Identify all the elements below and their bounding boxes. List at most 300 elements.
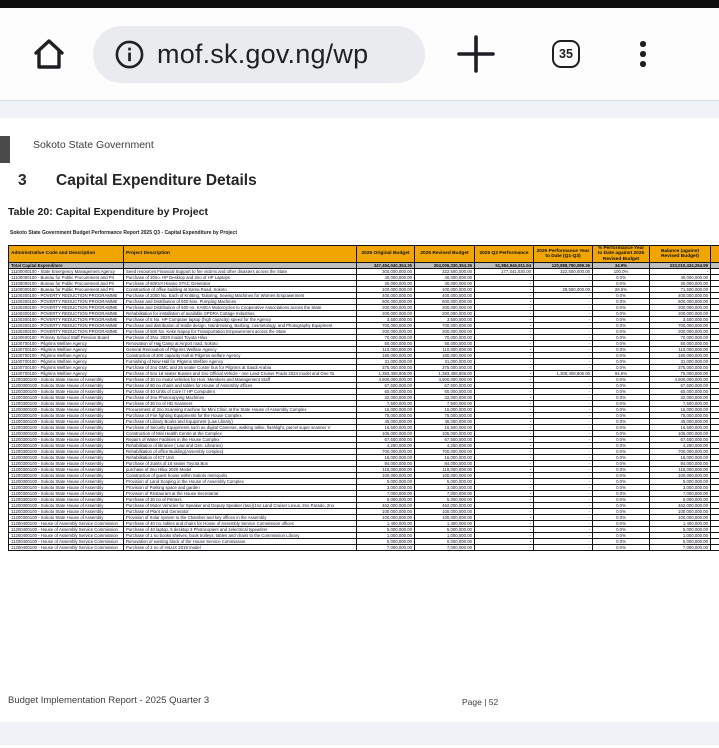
column-header: % Performance Year to Date against 2025 Revised Budget xyxy=(593,246,650,263)
cell: 11200300100 - Sokoto State House of Assembly xyxy=(9,389,124,395)
cell: - xyxy=(534,317,593,323)
cell: - xyxy=(534,437,593,443)
cell: 7,000,000.00 xyxy=(650,491,711,497)
cell: 5,000,000.00 xyxy=(415,527,475,533)
home-icon xyxy=(28,33,70,75)
tab-count-badge: 35 xyxy=(552,40,580,68)
cell: 67,500,000.00 xyxy=(415,383,475,389)
cell: 0.0% xyxy=(593,515,650,521)
cell: 11100700100 - Pilgrims Welfare Agency xyxy=(9,347,124,353)
cell: - xyxy=(534,389,593,395)
cell: 0.0% xyxy=(593,365,650,371)
cell: 5,000,000.00 xyxy=(415,539,475,545)
cell: 375,000,000.00 xyxy=(415,365,475,371)
cell: 400,000,000.00 xyxy=(650,293,711,299)
cell: - xyxy=(534,527,593,533)
cell: 11100700100 - Pilgrims Welfare Agency xyxy=(9,341,124,347)
cell: 28,500,000.00 xyxy=(534,287,593,293)
cell: - xyxy=(534,329,593,335)
page-number: Page | 52 xyxy=(462,697,499,707)
cell: 100,000,000.00 xyxy=(415,515,475,521)
cell: 15,000,000.00 xyxy=(650,407,711,413)
cell: - xyxy=(534,545,593,551)
cell: Purchase of 2no Photocopying Machines xyxy=(124,395,357,401)
cell: - xyxy=(475,473,534,479)
cell: 30,000,000.00 xyxy=(415,281,475,287)
cell: 0.0% xyxy=(593,521,650,527)
cell: 11200300100 - Sokoto State House of Assembly xyxy=(9,497,124,503)
cell: Purchase of Plant and Generator xyxy=(124,509,357,515)
cell: Rehabilitation of ICT Unit xyxy=(124,455,357,461)
cell: 16,500,000.00 xyxy=(357,425,415,431)
cell: 84,000,000.00 xyxy=(357,461,415,467)
cell: 304,006,330,354.35 xyxy=(415,263,475,269)
cell: 0.0% xyxy=(593,497,650,503)
cell: - xyxy=(534,395,593,401)
cell: 200,000,000.00 xyxy=(650,329,711,335)
kebab-menu-icon xyxy=(640,41,646,47)
cell: - xyxy=(534,299,593,305)
cell: 0.0% xyxy=(593,389,650,395)
column-header: 2025 Original Budget xyxy=(357,246,415,263)
pdf-page xyxy=(0,118,719,722)
cell: 180,000,000.00 xyxy=(415,353,475,359)
cell: 0.0% xyxy=(593,329,650,335)
column-header: 2025 Revised Budget xyxy=(415,246,475,263)
table-subtitle: Sokoto State Government Budget Performance Report 2025 Q3 - Capital Expenditure by Project xyxy=(10,230,237,236)
cell: 0.0% xyxy=(593,413,650,419)
cell: 0.0% xyxy=(593,485,650,491)
plus-icon xyxy=(454,32,498,76)
cell: 4,250,000.00 xyxy=(357,443,415,449)
cell: 0.0% xyxy=(593,539,650,545)
cell: Purchase of 20no. HP Desktop and 2no of HP Laptops xyxy=(124,275,357,281)
cell: Rehabilitation of office Building(Assembly complex) xyxy=(124,449,357,455)
cell: 50,000,000.00 xyxy=(415,341,475,347)
cell: 0.0% xyxy=(593,353,650,359)
cell: 75,000,000.00 xyxy=(415,413,475,419)
table-body xyxy=(9,263,719,551)
cell: 375,000,000.00 xyxy=(650,365,711,371)
cell: 400,000,000.00 xyxy=(415,293,475,299)
cell: - xyxy=(534,425,593,431)
cell: - xyxy=(475,449,534,455)
cell: 5,000,000.00 xyxy=(357,539,415,545)
cell: 0.0% xyxy=(593,479,650,485)
cell: 200,000,000.00 xyxy=(357,305,415,311)
cell: - xyxy=(475,485,534,491)
new-tab-button[interactable] xyxy=(451,29,501,79)
cell: - xyxy=(534,509,593,515)
column-header: Project Description xyxy=(124,246,357,263)
cell: - xyxy=(475,545,534,551)
cell: 322,500,000.00 xyxy=(534,269,593,275)
cell: 200,000,000.00 xyxy=(415,305,475,311)
cell: 45,000,000.00 xyxy=(357,419,415,425)
cell: 0.0% xyxy=(593,491,650,497)
browser-menu-button[interactable] xyxy=(628,32,658,76)
cell: - xyxy=(475,401,534,407)
cell: 5,000,000.00 xyxy=(650,479,711,485)
cell: - xyxy=(534,533,593,539)
cell xyxy=(711,545,719,551)
cell: 3,000,000.00 xyxy=(650,485,711,491)
cell: 71,500,000.00 xyxy=(650,287,711,293)
cell: 16,000,000.00 xyxy=(415,455,475,461)
table-row xyxy=(9,545,719,551)
cell: 7,500,000.00 xyxy=(415,401,475,407)
cell: - xyxy=(650,269,711,275)
viewer-gap-top xyxy=(0,101,719,118)
cell: 11100600100 - Primary School Staff Pension Board xyxy=(9,335,124,341)
cell: - xyxy=(475,281,534,287)
column-header xyxy=(711,246,719,263)
cell: 0.0% xyxy=(593,383,650,389)
cell: - xyxy=(534,305,593,311)
cell: 40,000,000.00 xyxy=(357,275,415,281)
cell: Purchase of Motor Vehicles for Speaker and Deputy Speaker (two)(1no Land Cruiser Lexus, 2no Parado, 2no xyxy=(124,503,357,509)
cell: 4,500,000,000.00 xyxy=(415,377,475,383)
cell: 700,000,000.00 xyxy=(415,449,475,455)
cell: Rehabilitation for installation of available SPDRA Cottage Industries xyxy=(124,311,357,317)
cell: 67,500,000.00 xyxy=(650,383,711,389)
cell: 11200300100 - Sokoto State House of Assembly xyxy=(9,473,124,479)
cell: 11200300100 - Sokoto State House of Assembly xyxy=(9,419,124,425)
cell: - xyxy=(534,539,593,545)
cell: 233,010,434,264.99 xyxy=(650,263,711,269)
cell: 11100300100 - POVERTY REDUCTION PROGRAMME xyxy=(9,323,124,329)
cell: 11100000100 - Bureau for Public Procurement and Pri xyxy=(9,287,124,293)
cell: 180,000,000.00 xyxy=(357,353,415,359)
cell: 11200300100 - Sokoto State House of Assembly xyxy=(9,461,124,467)
cell: Purchase of 2000 No. Each of Knitting, Tailoring, Sewing Machines for Women Empowerment xyxy=(124,293,357,299)
cell: Construction of guest house within Sokoto metropolis xyxy=(124,473,357,479)
cell: - xyxy=(534,413,593,419)
cell: 70,000,000.00 xyxy=(650,335,711,341)
column-header: 2025 Q3 Performance xyxy=(475,246,534,263)
cell: 0.0% xyxy=(593,341,650,347)
cell: 11200300100 - Sokoto State House of Assembly xyxy=(9,491,124,497)
cell: 200,000,000.00 xyxy=(415,329,475,335)
cell: 60,000,000.00 xyxy=(415,389,475,395)
cell: 3,500,000.00 xyxy=(415,317,475,323)
cell: - xyxy=(534,461,593,467)
tab-switcher-button[interactable] xyxy=(544,32,588,76)
cell: 0.0% xyxy=(593,545,650,551)
cell: Purchase of 40 laptop, 5 desktop 3 Photocopiers and 1electrical typewriter xyxy=(124,527,357,533)
cell: 0.0% xyxy=(593,377,650,383)
cell: - xyxy=(475,509,534,515)
cell: 100.0% xyxy=(593,269,650,275)
cell: - xyxy=(534,449,593,455)
cell: Renovation of Hajj Camp at Airport road, Sokoto xyxy=(124,341,357,347)
cell: 16,500,000.00 xyxy=(415,425,475,431)
cell: 50,000,000.00 xyxy=(650,341,711,347)
cell: 0.0% xyxy=(593,395,650,401)
cell: 11100000100 - State Emergency Management Agency xyxy=(9,269,124,275)
cell: 100,000,000.00 xyxy=(415,473,475,479)
cell: - xyxy=(475,533,534,539)
cell: 11200300100 - Sokoto State House of Assembly xyxy=(9,431,124,437)
cell: 105,000,000.00 xyxy=(650,431,711,437)
cell: 0.0% xyxy=(593,419,650,425)
cell: Construction of Mini Health Centre at the Complex xyxy=(124,431,357,437)
cell: 200,000,000.00 xyxy=(357,311,415,317)
cell: - xyxy=(475,425,534,431)
cell: 11100000100 - Bureau for Public Procurement and Pri xyxy=(9,275,124,281)
cell: 600,000,000.00 xyxy=(415,299,475,305)
cell: 70,000,000.00 xyxy=(357,335,415,341)
cell: 30,000,000.00 xyxy=(357,281,415,287)
cell: 11200400100 - House of Assembly Service Commission xyxy=(9,545,124,551)
cell: 11200300100 - Sokoto State House of Assembly xyxy=(9,425,124,431)
cell: 75,000,000.00 xyxy=(650,413,711,419)
cell: 16,000,000.00 xyxy=(357,455,415,461)
cell: Total Capital Expenditure xyxy=(9,263,124,269)
cell: - xyxy=(534,485,593,491)
home-button[interactable] xyxy=(27,32,71,76)
cell: 5,000,000.00 xyxy=(357,479,415,485)
cell: 0.0% xyxy=(593,311,650,317)
cell: 60,000,000.00 xyxy=(650,389,711,395)
cell: 0.0% xyxy=(593,401,650,407)
cell: 11100700100 - Pilgrims Welfare Agency xyxy=(9,359,124,365)
cell: 7,000,000.00 xyxy=(415,491,475,497)
cell: - xyxy=(534,473,593,479)
cell: - xyxy=(534,275,593,281)
cell: Provision of Restaurant at the House Secretariat xyxy=(124,491,357,497)
cell: 11200300100 - Sokoto State House of Assembly xyxy=(9,485,124,491)
cell: 110,000,000.00 xyxy=(357,347,415,353)
cell: 11100300100 - POVERTY REDUCTION PROGRAMME xyxy=(9,293,124,299)
cell: Rehabilitation of libraries ( Law and Gen. Libraries) xyxy=(124,443,357,449)
cell: 1,400,000.00 xyxy=(357,521,415,527)
cell: 0.0% xyxy=(593,467,650,473)
cell: Purchase of 2No. 2020 model Toyota Hilux xyxy=(124,335,357,341)
cell: 11200300100 - Sokoto State House of Assembly xyxy=(9,467,124,473)
cell: 0.0% xyxy=(593,509,650,515)
cell: 118,000,000.00 xyxy=(415,467,475,473)
cell: - xyxy=(475,527,534,533)
cell: 11100700100 - Pilgrims Welfare Agency xyxy=(9,353,124,359)
cell: 30,000,000.00 xyxy=(650,281,711,287)
cell: 67,500,000.00 xyxy=(650,437,711,443)
cell: 1,308,408,806.00 xyxy=(534,371,593,377)
cell: 11200300100 - Sokoto State House of Assembly xyxy=(9,515,124,521)
url-bar[interactable] xyxy=(93,26,425,83)
cell: 70,000,000.00 xyxy=(415,335,475,341)
cell: - xyxy=(475,467,534,473)
viewer-gap-bottom xyxy=(0,722,719,745)
cell: 600,000,000.00 xyxy=(357,299,415,305)
column-header: 2025 Performance Year to Date (Q1-Q3) xyxy=(534,246,593,263)
cell: 28.5% xyxy=(593,287,650,293)
page-edge-marker xyxy=(0,136,10,163)
cell: Purchase of 80 no chairs and tables for House of Assembly offices xyxy=(124,383,357,389)
cell: 5,000,000.00 xyxy=(357,527,415,533)
column-header: Administrative Code and Description xyxy=(9,246,124,263)
cell: - xyxy=(534,347,593,353)
cell: 105,000,000.00 xyxy=(357,431,415,437)
cell: 32,000,000.00 xyxy=(357,395,415,401)
cell: Purchase of 40 no. tables and chairs for House of Assembly Service Commission offices xyxy=(124,521,357,527)
cell: - xyxy=(475,395,534,401)
cell: 32,000,000.00 xyxy=(415,395,475,401)
cell: 4,250,000.00 xyxy=(650,443,711,449)
cell: 1,383,408,806.00 xyxy=(415,371,475,377)
cell: 700,000,000.00 xyxy=(357,449,415,455)
cell: 347,484,040,354.35 xyxy=(357,263,415,269)
table-header xyxy=(9,246,719,263)
cell: 5,000,000.00 xyxy=(415,497,475,503)
cell: 462,000,000.00 xyxy=(415,503,475,509)
cell: 45,000,000.00 xyxy=(650,419,711,425)
cell: - xyxy=(475,389,534,395)
cell: 462,000,000.00 xyxy=(650,503,711,509)
cell: - xyxy=(475,407,534,413)
cell: 84,000,000.00 xyxy=(650,461,711,467)
cell: 322,500,000.00 xyxy=(415,269,475,275)
table-title: Table 20: Capital Expenditure by Project xyxy=(8,206,208,218)
cell: - xyxy=(475,437,534,443)
cell: 600,000,000.00 xyxy=(650,299,711,305)
section-heading xyxy=(18,172,257,190)
cell: 11100700100 - Pilgrims Welfare Agency xyxy=(9,371,124,377)
cell: 11100300100 - POVERTY REDUCTION PROGRAMME xyxy=(9,317,124,323)
cell: Seed resources Financial Support to fire victims and other disasters across the State xyxy=(124,269,357,275)
cell: 11200400100 - House of Assembly Service Commission xyxy=(9,539,124,545)
cell: 11200300100 - Sokoto State House of Assembly xyxy=(9,455,124,461)
cell: - xyxy=(475,293,534,299)
cell: - xyxy=(475,365,534,371)
cell: - xyxy=(534,467,593,473)
cell: 0.0% xyxy=(593,293,650,299)
cell: - xyxy=(475,377,534,383)
cell: 0.0% xyxy=(593,275,650,281)
cell: 5,000,000.00 xyxy=(650,497,711,503)
cell: 110,000,000.00 xyxy=(650,347,711,353)
cell: 100,000,000.00 xyxy=(650,473,711,479)
cell: - xyxy=(534,515,593,521)
cell: - xyxy=(534,383,593,389)
cell: - xyxy=(534,491,593,497)
cell: 0.0% xyxy=(593,317,650,323)
report-footer: Budget Implementation Report - 2025 Quarter 3 xyxy=(8,695,210,706)
cell: 0.0% xyxy=(593,431,650,437)
cell: 40,000,000.00 xyxy=(415,275,475,281)
cell: - xyxy=(475,491,534,497)
expenditure-table-wrap xyxy=(8,245,719,551)
cell: 31,000,000.00 xyxy=(415,359,475,365)
cell: 462,000,000.00 xyxy=(357,503,415,509)
cell: 118,000,000.00 xyxy=(357,467,415,473)
cell: 11200300100 - Sokoto State House of Assembly xyxy=(9,407,124,413)
cell: - xyxy=(534,359,593,365)
cell: - xyxy=(475,431,534,437)
cell: - xyxy=(475,521,534,527)
cell: 1,383,408,806.00 xyxy=(357,371,415,377)
cell: Purchase of 2no GMC and 26 seater Coster bus for Pilgrims at Saudi Arabia xyxy=(124,365,357,371)
cell: Purchase of Security Equipments such as digital Cameras, walking talkie, flashlight, parcel super scanner V xyxy=(124,425,357,431)
cell: 11200300100 - Sokoto State House of Assembly xyxy=(9,377,124,383)
cell: - xyxy=(534,443,593,449)
cell: 50,000,000.00 xyxy=(357,341,415,347)
cell: 300,000,000.00 xyxy=(357,269,415,275)
cell: - xyxy=(475,539,534,545)
cell: - xyxy=(475,341,534,347)
expenditure-table xyxy=(8,245,719,551)
cell: 700,000,000.00 xyxy=(357,323,415,329)
cell: 7,500,000.00 xyxy=(357,401,415,407)
status-bar xyxy=(0,0,719,8)
cell: - xyxy=(475,413,534,419)
cell: - xyxy=(475,503,534,509)
cell: 5,000,000.00 xyxy=(415,479,475,485)
cell: 11200300100 - Sokoto State House of Assembly xyxy=(9,437,124,443)
cell: - xyxy=(534,431,593,437)
cell: 16,000,000.00 xyxy=(650,455,711,461)
cell: 11200400100 - House of Assembly Service Commission xyxy=(9,527,124,533)
cell: 200,000,000.00 xyxy=(650,305,711,311)
cell: 11200300100 - Sokoto State House of Assembly xyxy=(9,383,124,389)
cell: - xyxy=(534,311,593,317)
cell: 100,000,000.00 xyxy=(650,509,711,515)
cell: 0.0% xyxy=(593,503,650,509)
cell: 0.0% xyxy=(593,323,650,329)
url-text: mof.sk.gov.ng/wp xyxy=(157,38,369,69)
cell: 200,000,000.00 xyxy=(357,329,415,335)
cell: - xyxy=(475,455,534,461)
cell: 94.6% xyxy=(593,371,650,377)
cell: Purchase of 2 no of HILUX 2019 model xyxy=(124,545,357,551)
cell: 0.0% xyxy=(593,437,650,443)
cell: 11200300100 - Sokoto State House of Assembly xyxy=(9,479,124,485)
cell: 7,000,000.00 xyxy=(415,545,475,551)
cell: 7,000,000.00 xyxy=(650,545,711,551)
cell: 11100300100 - POVERTY REDUCTION PROGRAMME xyxy=(9,305,124,311)
cell: - xyxy=(534,407,593,413)
cell: Purchase of 30 no of HD Scanners xyxy=(124,401,357,407)
cell: 4,500,000,000.00 xyxy=(357,377,415,383)
org-name: Sokoto State Government xyxy=(33,139,154,151)
cell: - xyxy=(534,497,593,503)
cell: - xyxy=(534,353,593,359)
cell: - xyxy=(534,281,593,287)
cell: Purchase of 5no 18 seater Busses and 2no Official Vehicle - one Land Cruiser Prado 2024 model and One Ta xyxy=(124,371,357,377)
cell: - xyxy=(534,341,593,347)
cell: 100,000,000.00 xyxy=(357,287,415,293)
cell: 11200300100 - Sokoto State House of Assembly xyxy=(9,395,124,401)
cell: - xyxy=(475,461,534,467)
cell: 100,000,000.00 xyxy=(650,515,711,521)
cell: Purchase of 500 No. Keke Napep for Transportation Empowerment across the State xyxy=(124,329,357,335)
cell: 0.0% xyxy=(593,527,650,533)
cell: General Renovation of Pilgrims Welfare Agency xyxy=(124,347,357,353)
cell: Construction of 300 capacity Hall at Pilgrims welfare Agency xyxy=(124,353,357,359)
column-header: Balance (against Revised Budget) xyxy=(650,246,711,263)
cell: Procurement of 2no Scanning machine for Mini Clinic at the State House of Assembly Complex xyxy=(124,407,357,413)
cell: 31,000,000.00 xyxy=(357,359,415,365)
cell: Purchase of 40 Units of Core i7 HP Computers xyxy=(124,389,357,395)
cell: Renovation of existing block of the House Service Commission xyxy=(124,539,357,545)
cell: 100,000,000.00 xyxy=(415,509,475,515)
cell: - xyxy=(475,497,534,503)
cell: 1,000,000.00 xyxy=(357,533,415,539)
cell: Purchase of 5 No. HP Computer laptop (high capacity) speed for the Agency xyxy=(124,317,357,323)
cell: Furnishing of New Hall for Pilgrims Welfare Agency xyxy=(124,359,357,365)
cell: 31,000,000.00 xyxy=(650,359,711,365)
page-info-icon xyxy=(114,39,145,70)
